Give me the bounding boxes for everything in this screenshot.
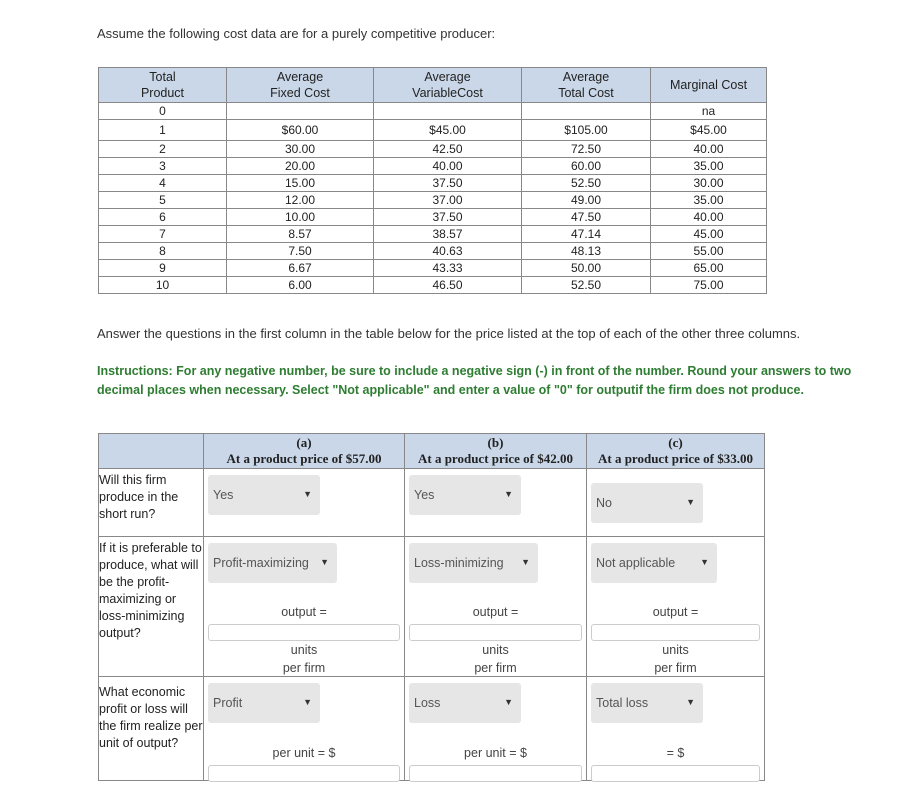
per-firm-label: per firm: [654, 661, 697, 675]
answer-cell: [204, 677, 405, 781]
answer-cell: [587, 537, 765, 677]
cell-marginal: 75.00: [651, 277, 767, 294]
cell-avg-variable: 37.00: [374, 192, 522, 209]
cell-marginal: na: [651, 103, 767, 120]
cost-row: [99, 209, 767, 226]
select-value: Profit-maximizing: [213, 556, 309, 570]
units-label: units: [482, 643, 509, 657]
output-label: output =: [281, 605, 327, 619]
header-line: Product: [140, 86, 185, 100]
cost-row: [99, 192, 767, 209]
cell-avg-variable: 37.50: [374, 175, 522, 192]
cell-marginal: $45.00: [651, 120, 767, 141]
cell-avg-variable: 38.57: [374, 226, 522, 243]
produce-select-b[interactable]: [409, 475, 521, 515]
answer-cell: [405, 677, 587, 781]
answer-intro-text: Answer the questions in the first column in the table below for the price listed at the top of each of the other three columns.: [97, 326, 801, 341]
cell-marginal: 45.00: [651, 226, 767, 243]
cost-row: [99, 243, 767, 260]
profit-input-a[interactable]: [208, 765, 400, 782]
header-avg-total: [522, 68, 651, 103]
question-cell: [99, 677, 204, 781]
cost-row: [99, 277, 767, 294]
cell-total-product: 9: [99, 260, 227, 277]
cell-avg-variable: 42.50: [374, 141, 522, 158]
cost-data-table: [98, 67, 767, 294]
profit-type-select-c[interactable]: [591, 683, 703, 723]
cell-avg-total: 52.50: [522, 175, 651, 192]
select-value: Loss-minimizing: [414, 556, 504, 570]
cell-avg-fixed: 20.00: [227, 158, 374, 175]
question-row-output: [99, 537, 765, 677]
chevron-down-icon: ▼: [504, 697, 513, 707]
question-cell: [99, 469, 204, 537]
output-input-b[interactable]: [409, 624, 582, 641]
instructions-text: Instructions: For any negative number, be sure to include a negative sign (-) in front of the number. Round your answers to two decimal places when necessary. Select "Not applicable" and enter a value of "0" for outputif the firm does not produce.: [97, 364, 852, 397]
header-avg-variable: [374, 68, 522, 103]
question-output: If it is preferable to produce, what will be the profit-maximizing or loss-minimizing output?: [99, 541, 202, 640]
cell-avg-total: [522, 103, 651, 120]
header-line: Average: [276, 70, 324, 84]
cell-marginal: 35.00: [651, 192, 767, 209]
profit-input-b[interactable]: [409, 765, 582, 782]
cell-avg-total: 52.50: [522, 277, 651, 294]
answer-cell: [405, 469, 587, 537]
cell-avg-variable: 37.50: [374, 209, 522, 226]
cell-avg-total: 48.13: [522, 243, 651, 260]
cell-marginal: 30.00: [651, 175, 767, 192]
cell-total-product: 8: [99, 243, 227, 260]
question-cell: [99, 537, 204, 677]
cell-avg-variable: 43.33: [374, 260, 522, 277]
profit-type-select-b[interactable]: [409, 683, 521, 723]
col-letter: (c): [668, 435, 683, 450]
cell-marginal: 55.00: [651, 243, 767, 260]
output-type-select-a[interactable]: [208, 543, 337, 583]
cost-row: [99, 103, 767, 120]
per-unit-label: per unit = $: [272, 746, 336, 760]
cell-marginal: 40.00: [651, 141, 767, 158]
produce-select-c[interactable]: [591, 483, 703, 523]
per-unit-label: per unit = $: [464, 746, 527, 760]
cell-total-product: 7: [99, 226, 227, 243]
output-type-select-b[interactable]: [409, 543, 538, 583]
chevron-down-icon: ▼: [521, 557, 530, 567]
intro-text: Assume the following cost data are for a purely competitive producer:: [97, 26, 496, 41]
header-line: Total: [149, 70, 176, 84]
cost-row: [99, 141, 767, 158]
chevron-down-icon: ▼: [303, 697, 312, 707]
cell-avg-fixed: 30.00: [227, 141, 374, 158]
chevron-down-icon: ▼: [320, 557, 329, 567]
select-value: No: [596, 496, 612, 510]
header-line: Marginal Cost: [669, 78, 748, 92]
output-input-a[interactable]: [208, 624, 400, 641]
select-value: Loss: [414, 696, 441, 710]
cell-total-product: 0: [99, 103, 227, 120]
cost-row: [99, 226, 767, 243]
header-col-a: [204, 434, 405, 469]
cell-total-product: 1: [99, 120, 227, 141]
cell-avg-fixed: 12.00: [227, 192, 374, 209]
header-line: Average: [424, 70, 471, 84]
units-label: units: [662, 643, 689, 657]
cell-avg-variable: 46.50: [374, 277, 522, 294]
cost-table-header: [99, 68, 767, 103]
question-produce: Will this firm produce in the short run?: [99, 473, 179, 521]
cell-avg-fixed: 6.00: [227, 277, 374, 294]
col-title: At a product price of $33.00: [597, 451, 754, 466]
cell-avg-total: 47.14: [522, 226, 651, 243]
cell-avg-fixed: 15.00: [227, 175, 374, 192]
header-line: Average: [562, 70, 610, 84]
produce-select-a[interactable]: [208, 475, 320, 515]
question-table-header: [99, 434, 765, 469]
cell-avg-variable: 40.63: [374, 243, 522, 260]
header-col-c: [587, 434, 765, 469]
answer-cell: [204, 537, 405, 677]
cell-avg-variable: $45.00: [374, 120, 522, 141]
cell-marginal: 40.00: [651, 209, 767, 226]
cell-avg-total: 60.00: [522, 158, 651, 175]
cell-avg-total: 47.50: [522, 209, 651, 226]
cell-total-product: 4: [99, 175, 227, 192]
cell-total-product: 2: [99, 141, 227, 158]
per-firm-label: per firm: [282, 661, 326, 675]
chevron-down-icon: ▼: [504, 489, 513, 499]
header-blank: [99, 434, 204, 469]
cell-avg-total: 50.00: [522, 260, 651, 277]
question-row-profit: [99, 677, 765, 781]
output-type-select-c[interactable]: [591, 543, 717, 583]
cell-marginal: 65.00: [651, 260, 767, 277]
header-line: Fixed Cost: [270, 86, 330, 100]
cell-total-product: 10: [99, 277, 227, 294]
cell-avg-fixed: 7.50: [227, 243, 374, 260]
header-marginal: [651, 68, 767, 103]
select-value: Not applicable: [596, 556, 676, 570]
cell-avg-total: $105.00: [522, 120, 651, 141]
header-total-product: [99, 68, 227, 103]
units-label: units: [290, 643, 318, 657]
cell-avg-variable: [374, 103, 522, 120]
cell-avg-fixed: $60.00: [227, 120, 374, 141]
cell-avg-fixed: 10.00: [227, 209, 374, 226]
header-col-b: [405, 434, 587, 469]
chevron-down-icon: ▼: [303, 489, 312, 499]
chevron-down-icon: ▼: [686, 497, 695, 507]
header-line: Total Cost: [558, 86, 614, 100]
output-label: output =: [652, 605, 699, 619]
cell-avg-total: 49.00: [522, 192, 651, 209]
cost-row: [99, 158, 767, 175]
cell-avg-fixed: 8.57: [227, 226, 374, 243]
question-table: [98, 433, 765, 781]
output-label: output =: [472, 605, 519, 619]
question-row-produce: [99, 469, 765, 537]
output-input-c[interactable]: [591, 624, 760, 641]
profit-input-c[interactable]: [591, 765, 760, 782]
cell-avg-fixed: 6.67: [227, 260, 374, 277]
header-line: VariableCost: [412, 86, 483, 100]
answer-cell: [204, 469, 405, 537]
col-title: At a product price of $42.00: [417, 451, 574, 466]
select-value: Total loss: [596, 696, 649, 710]
answer-cell: [405, 537, 587, 677]
cost-row: [99, 120, 767, 141]
cell-avg-variable: 40.00: [374, 158, 522, 175]
cell-avg-total: 72.50: [522, 141, 651, 158]
per-firm-label: per firm: [474, 661, 517, 675]
answer-cell: [587, 469, 765, 537]
per-unit-label: = $: [666, 746, 685, 760]
col-letter: (a): [296, 435, 312, 450]
answer-cell: [587, 677, 765, 781]
chevron-down-icon: ▼: [686, 697, 695, 707]
cell-avg-fixed: [227, 103, 374, 120]
select-value: Profit: [213, 696, 243, 710]
cost-row: [99, 260, 767, 277]
cell-total-product: 3: [99, 158, 227, 175]
cost-row: [99, 175, 767, 192]
cell-total-product: 6: [99, 209, 227, 226]
col-title: At a product price of $57.00: [226, 451, 382, 466]
select-value: Yes: [414, 488, 435, 502]
cell-total-product: 5: [99, 192, 227, 209]
select-value: Yes: [213, 488, 234, 502]
question-profit: What economic profit or loss will the firm realize per unit of output?: [99, 685, 203, 750]
col-letter: (b): [487, 435, 504, 450]
chevron-down-icon: ▼: [700, 557, 709, 567]
profit-type-select-a[interactable]: [208, 683, 320, 723]
header-avg-fixed: [227, 68, 374, 103]
cell-marginal: 35.00: [651, 158, 767, 175]
